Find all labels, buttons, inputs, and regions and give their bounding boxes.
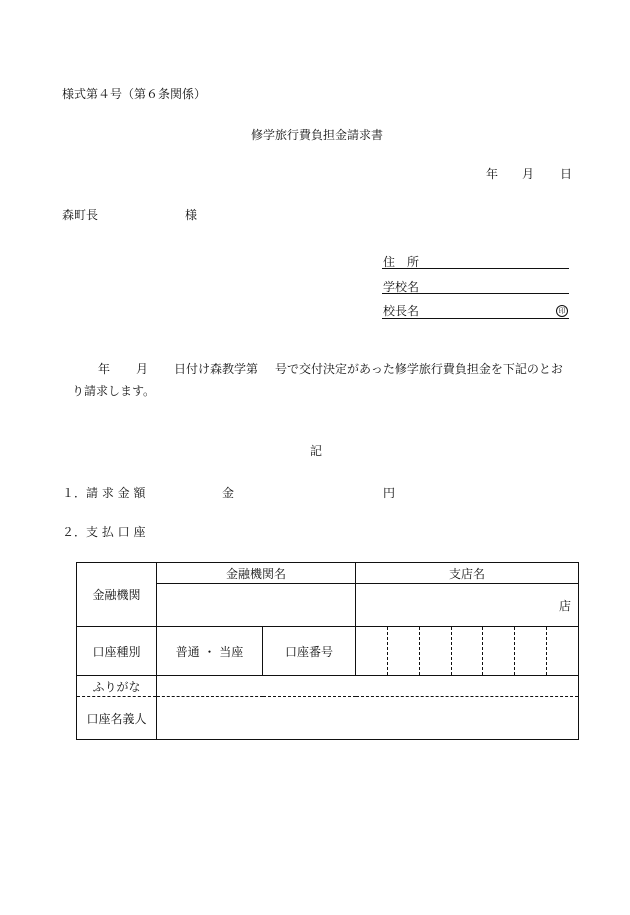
institution-name-header: 金融機関名 xyxy=(157,563,356,584)
date-month: 月 xyxy=(522,167,535,181)
body-text-a: 日付け森教学第 xyxy=(174,362,259,376)
digit-box[interactable] xyxy=(387,627,419,675)
digit-box[interactable] xyxy=(482,627,514,675)
digit-box[interactable] xyxy=(514,627,546,675)
digit-box[interactable] xyxy=(419,627,451,675)
furigana-field[interactable] xyxy=(157,676,579,697)
seal-mark: 印 xyxy=(556,305,568,317)
institution-name-field[interactable] xyxy=(157,584,356,627)
branch-suffix: 店 xyxy=(559,598,572,613)
school-underline xyxy=(382,293,569,294)
branch-header: 支店名 xyxy=(356,563,579,584)
form-number: 様式第４号（第６条関係） xyxy=(62,87,207,101)
account-table xyxy=(76,562,579,740)
digit-box[interactable] xyxy=(451,627,483,675)
account-number-field[interactable] xyxy=(356,627,579,676)
school-label: 学校名 xyxy=(383,280,420,294)
holder-label: 口座名義人 xyxy=(77,697,157,740)
account-number-label: 口座番号 xyxy=(263,627,356,676)
digit-box[interactable] xyxy=(356,627,387,675)
digit-box[interactable] xyxy=(546,627,578,675)
ki-heading: 記 xyxy=(310,444,323,458)
item-2-label: ２．支 払 口 座 xyxy=(62,525,146,539)
account-digit-boxes xyxy=(356,627,578,675)
address-label: 住 所 xyxy=(383,255,420,269)
date-year: 年 xyxy=(486,167,499,181)
institution-label: 金融機関 xyxy=(77,563,157,627)
principal-underline xyxy=(382,318,569,319)
holder-field[interactable] xyxy=(157,697,579,740)
item-1-prefix: 金 xyxy=(222,486,235,500)
addressee-honorific: 様 xyxy=(185,208,198,222)
addressee-name: 森町長 xyxy=(62,208,99,222)
body-text-b: 号で交付決定があった修学旅行費負担金を下記のとお xyxy=(275,362,563,376)
body-text-c: り請求します。 xyxy=(72,384,156,398)
body-month: 月 xyxy=(136,362,149,376)
item-1-label: １．請 求 金 額 xyxy=(62,486,146,500)
account-type-options[interactable]: 普通 ・ 当座 xyxy=(157,627,263,676)
date-day: 日 xyxy=(560,167,573,181)
body-year: 年 xyxy=(98,362,111,376)
furigana-label: ふりがな xyxy=(77,676,157,697)
branch-field[interactable] xyxy=(356,584,579,627)
document-title: 修学旅行費負担金請求書 xyxy=(251,128,384,142)
account-type-label: 口座種別 xyxy=(77,627,157,676)
item-1-unit: 円 xyxy=(383,486,396,500)
principal-label: 校長名 xyxy=(383,304,420,318)
address-underline xyxy=(382,268,569,269)
